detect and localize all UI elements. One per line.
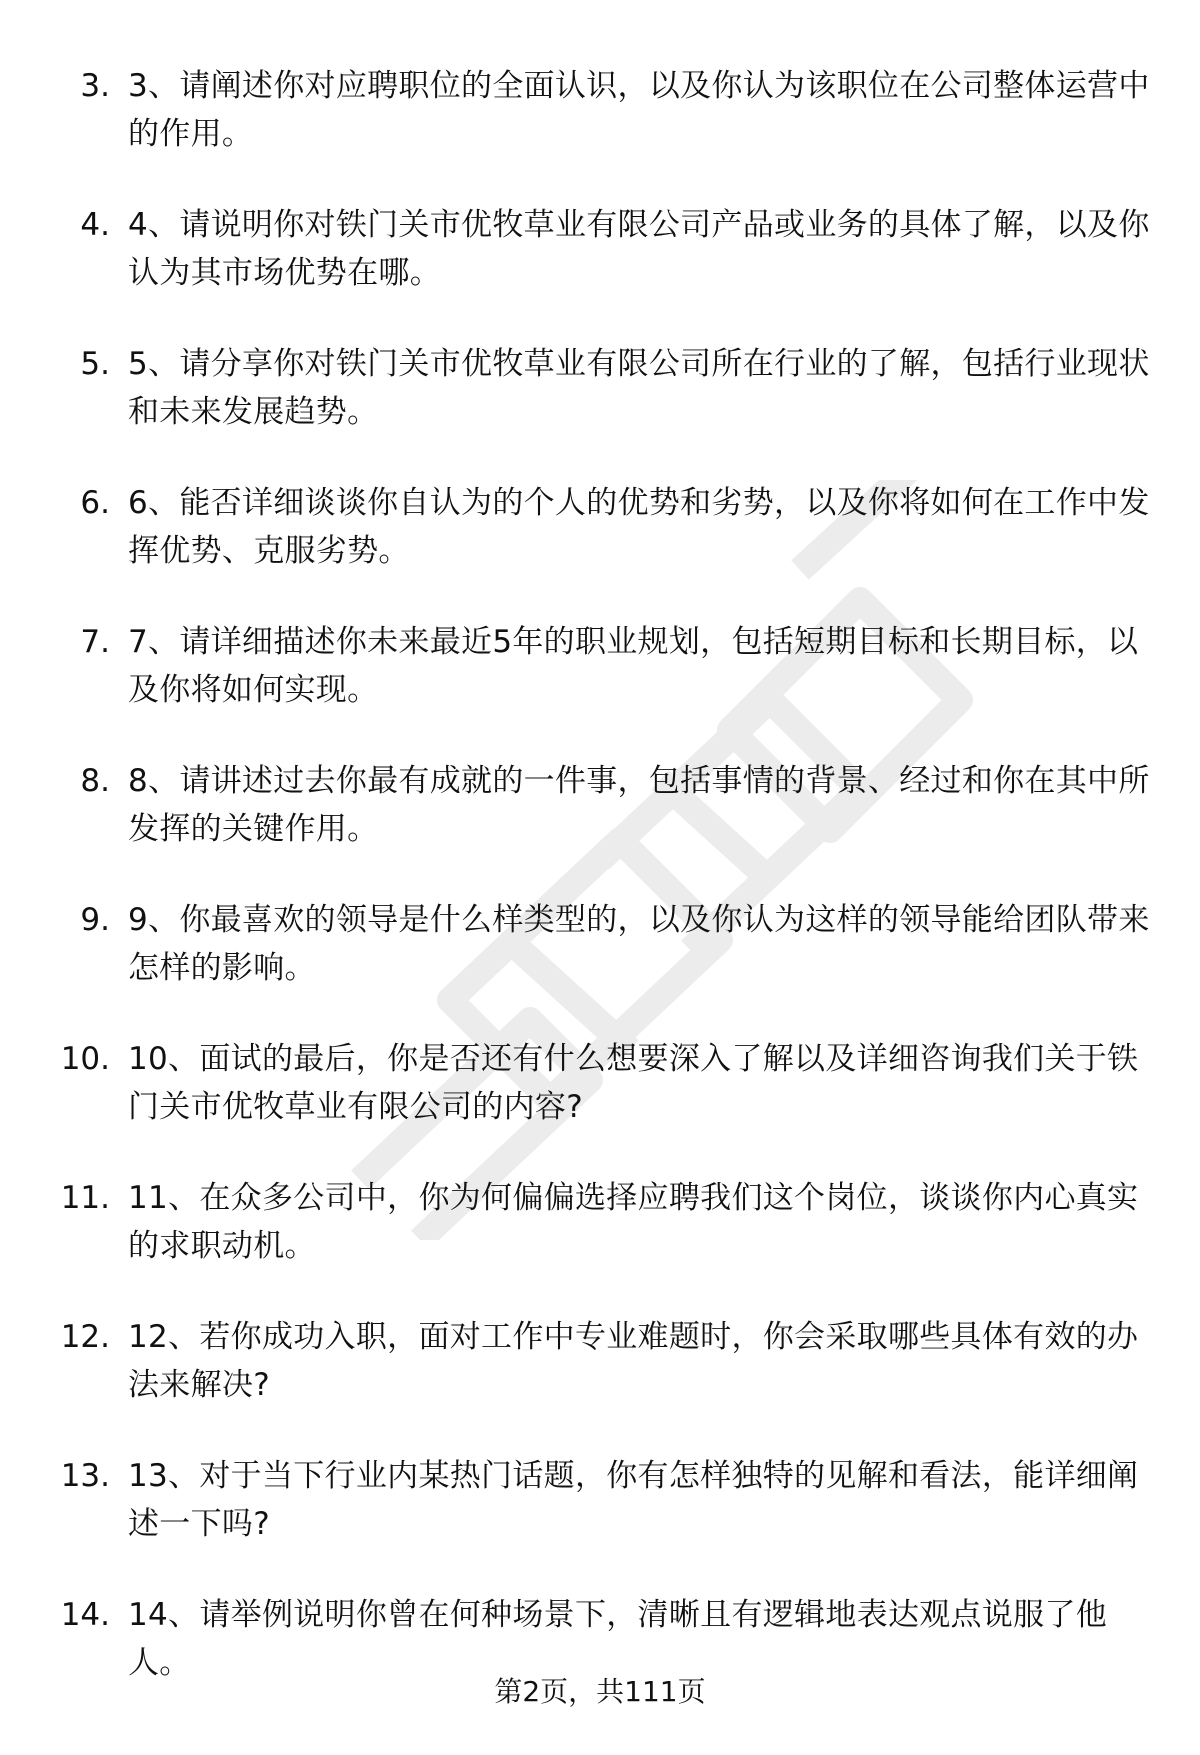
question-text: 10、面试的最后，你是否还有什么想要深入了解以及详细咨询我们关于铁门关市优牧草业有限公司的内容?: [128, 1041, 1139, 1125]
list-item: [0, 201, 1200, 340]
list-item-number: 8.: [80, 763, 110, 799]
question-text: 12、若你成功入职，面对工作中专业难题时，你会采取哪些具体有效的办法来解决?: [128, 1319, 1139, 1403]
list-item-number: 7.: [80, 624, 110, 660]
question-text: 3、请阐述你对应聘职位的全面认识，以及你认为该职位在公司整体运营中的作用。: [128, 68, 1150, 152]
list-item-number: 14.: [60, 1597, 110, 1633]
list-item: [0, 62, 1200, 201]
list-item-number: 11.: [60, 1180, 110, 1216]
list-item-number: 6.: [80, 485, 110, 521]
question-text: 6、能否详细谈谈你自认为的个人的优势和劣势，以及你将如何在工作中发挥优势、克服劣势。: [128, 485, 1150, 569]
list-item: [0, 618, 1200, 757]
question-text: 9、你最喜欢的领导是什么样类型的，以及你认为这样的领导能给团队带来怎样的影响。: [128, 902, 1150, 986]
list-item-number: 9.: [80, 902, 110, 938]
page-footer: 第2页，共111页: [494, 1675, 706, 1708]
list-item: [0, 340, 1200, 479]
question-list: [0, 62, 1200, 1730]
question-text: 7、请详细描述你未来最近5年的职业规划，包括短期目标和长期目标，以及你将如何实现。: [128, 624, 1139, 708]
list-item-number: 4.: [80, 207, 110, 243]
list-item-number: 12.: [60, 1319, 110, 1355]
list-item: [0, 1452, 1200, 1591]
list-item: [0, 896, 1200, 1035]
question-text: 8、请讲述过去你最有成就的一件事，包括事情的背景、经过和你在其中所发挥的关键作用。: [128, 763, 1150, 847]
question-text: 13、对于当下行业内某热门话题，你有怎样独特的见解和看法，能详细阐述一下吗?: [128, 1458, 1139, 1542]
question-text: 4、请说明你对铁门关市优牧草业有限公司产品或业务的具体了解，以及你认为其市场优势在哪。: [128, 207, 1150, 291]
question-text: 11、在众多公司中，你为何偏偏选择应聘我们这个岗位，谈谈你内心真实的求职动机。: [128, 1180, 1139, 1264]
list-item-number: 13.: [60, 1458, 110, 1494]
list-item-number: 5.: [80, 346, 110, 382]
list-item: [0, 1174, 1200, 1313]
question-text: 14、请举例说明你曾在何种场景下，清晰且有逻辑地表达观点说服了他人。: [128, 1597, 1108, 1681]
question-text: 5、请分享你对铁门关市优牧草业有限公司所在行业的了解，包括行业现状和未来发展趋势。: [128, 346, 1150, 430]
list-item: [0, 757, 1200, 896]
list-item-number: 10.: [60, 1041, 110, 1077]
list-item: [0, 1035, 1200, 1174]
list-item: [0, 1313, 1200, 1452]
list-item-number: 3.: [80, 68, 110, 104]
list-item: [0, 479, 1200, 618]
